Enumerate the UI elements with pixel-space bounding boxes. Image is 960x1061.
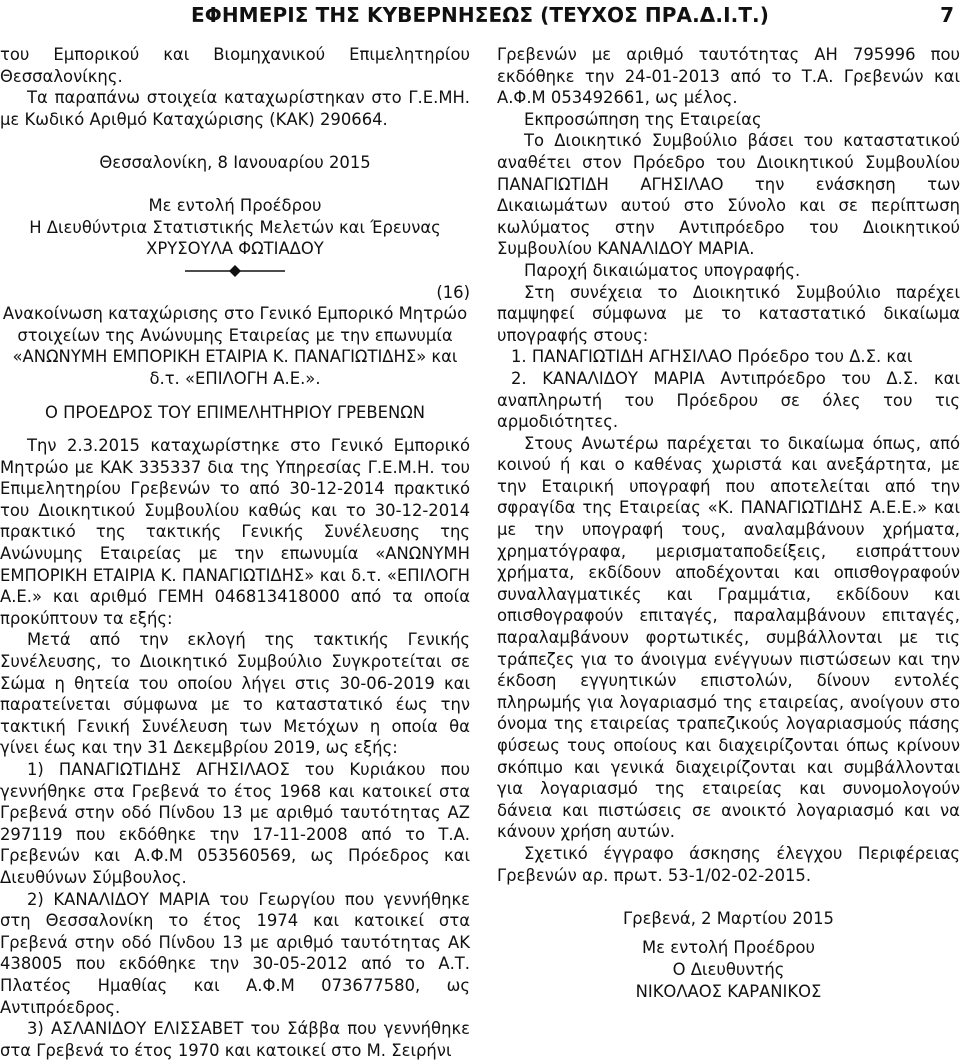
- left-paragraph-3: Την 2.3.2015 καταχωρίστηκε στο Γενικό Εμπορικό Μητρώο με ΚΑΚ 335337 δια της Υπηρεσίας Γ.Ε.Μ.Η. του Επιμελητηρίου Γρεβενών το από 30-12-2014 πρακτικό του Διοικητικού Συμβουλίου καθώς και το 30-12-2014 πρακτικό της τακτικής Γενικής Συνέλευσης της Ανώνυμης Εταιρείας με την επωνυμία «ΑΝΩΝΥΜΗ ΕΜΠΟΡΙΚΗ ΕΤΑΙΡΙΑ Κ. ΠΑΝΑΓΙΩΤΙΔΗΣ» και δ.τ. «ΕΠΙΛΟΓΗ Α.Ε.» και αριθμό ΓΕΜΗ 046813418000 από τα οποία προκύπτουν τα εξής:: [0, 436, 470, 628]
- right-paragraph-1: Γρεβενών με αριθμό ταυτότητας ΑΗ 795996 που εκδόθηκε την 24-01-2013 από το Τ.Α. Γρεβενών και Α.Φ.Μ 053492661, ως μέλος.: [497, 45, 960, 108]
- signature-1-name: ΧΡΥΣΟΥΛΑ ΦΩΤΙΑΔΟΥ: [146, 239, 324, 259]
- page-header: [0, 0, 960, 36]
- right-paragraph-3: Το Διοικητικό Συμβούλιο βάσει του καταστατικού αναθέτει στον Πρόεδρο του Διοικητικού Συμβουλίου ΠΑΝΑΓΙΩΤΙΔΗ ΑΓΗΣΙΛΑΟ την ενάσκηση των Δικαιωμάτων αυτού στο Σύνολο και σε περίπτωση κωλύματος στην Αντιπρόεδρο του Διοικητικού Συμβουλίου ΚΑΝΑΛΙΔΟΥ ΜΑΡΙΑ.: [497, 131, 960, 259]
- right-column: [497, 44, 960, 1002]
- announcement-title: Ανακοίνωση καταχώρισης στο Γενικό Εμπορικό Μητρώο στοιχείων της Ανώνυμης Εταιρείας με την επωνυμία «ΑΝΩΝΥΜΗ ΕΜΠΟΡΙΚΗ ΕΤΑΙΡΙΑ Κ. ΠΑΝΑΓΙΩΤΙΔΗΣ» και δ.τ. «ΕΠΙΛΟΓΗ Α.Ε.».: [2, 304, 468, 388]
- signature-2-place-date: Γρεβενά, 2 Μαρτίου 2015: [623, 908, 834, 928]
- signature-1-role: Η Διευθύντρια Στατιστικής Μελετών και Έρευνας: [29, 217, 441, 237]
- signature-2-order: Με εντολή Προέδρου: [642, 938, 815, 958]
- left-paragraph-5: 1) ΠΑΝΑΓΙΩΤΙΔΗΣ ΑΓΗΣΙΛΑΟΣ του Κυριάκου που γεννήθηκε στα Γρεβενά το έτος 1968 και κατοικεί στα Γρεβενά στην οδό Πίνδου 13 με αριθμό ταυτότητας ΑΖ 297119 που εκδόθηκε την 17-11-2008 από το Τ.Α. Γρεβενών και Α.Φ.Μ 053560569, ως Πρόεδρος και Διευθύνων Σύμβουλος.: [0, 760, 470, 887]
- diamond-rule-icon: [0, 260, 470, 282]
- left-column: [0, 44, 470, 1061]
- signature-2-name: ΝΙΚΟΛΑΟΣ ΚΑΡΑΝΙΚΟΣ: [635, 981, 822, 1001]
- right-paragraph-8: Στους Ανωτέρω παρέχεται το δικαίωμα όπως, από κοινού ή και ο καθένας χωριστά και ανεξάρτητα, με την Εταιρική υπογραφή που αποτελείται από την σφραγίδα της Εταιρείας «Κ. ΠΑΝΑΓΙΩΤΙΔΗΣ Α.Ε.Ε.» και με την υπογραφή τους, αναλαμβάνουν χρήματα, χρηματόγραφα, μερισματαποδείξεις, εισπράττουν χρήματα, εκδίδουν αποδέχονται και οπισθογραφούν συναλλαγματικές και Γραμμάτια, εκδίδουν και οπισθογραφούν επιταγές, παραλαμβάνουν επιταγές, παραλαμβάνουν φορτωτικές, συμβάλλονται με τις τράπεζες για το άνοιγμα ενέγγυων πιστώσεων και την έκδοση εγγυητικών επιστολών, δίνουν εντολές πληρωμής για λογαριασμό της εταιρείας, ανοίγουν στο όνομα της εταιρείας τραπεζικούς λογαριασμούς πάσης φύσεως τους οποίους και διαχειρίζονται όπως κρίνουν σκόπιμο και γενικά διαχειρίζονται και συμβάλλονται για λογαριασμό της εταιρείας και συνομολογούν δάνεια και πιστώσεις σε ανοικτό λογαριασμό και να κάνουν χρήση αυτών.: [497, 433, 960, 842]
- item-number: (16): [436, 282, 470, 302]
- representation-heading: Εκπροσώπηση της Εταιρείας: [524, 109, 762, 129]
- signature-2-role: Ο Διευθυντής: [672, 959, 785, 979]
- left-paragraph-6: 2) ΚΑΝΑΛΙΔΟΥ ΜΑΡΙΑ του Γεωργίου που γεννήθηκε στη Θεσσαλονίκη το έτος 1974 και κατοικεί στα Γρεβενά στην οδό Πίνδου 13 με αριθμό ταυτότητας ΑΚ 438005 που εκδόθηκε την 30-05-2012 από το Α.Τ. Πλατέος Ημαθίας και Α.Φ.Μ 073677580, ως Αντιπρόεδρος.: [0, 889, 470, 1017]
- gazette-header-title: ΕΦΗΜΕΡΙΣ ΤΗΣ ΚΥΒΕΡΝΗΣΕΩΣ (ΤΕΥΧΟΣ ΠΡΑ.Δ.Ι.Τ.): [190, 3, 769, 27]
- signature-right-heading: Παροχή δικαιώματος υπογραφής.: [524, 260, 801, 280]
- left-paragraph-2: Τα παραπάνω στοιχεία καταχωρίστηκαν στο Γ.Ε.ΜΗ. με Κωδικό Αριθμό Καταχώρισης (ΚΑΚ) 290664.: [0, 88, 470, 129]
- left-paragraph-7: 3) ΑΣΛΑΝΙΔΟΥ ΕΛΙΣΣΑΒΕΤ του Σάββα που γεννήθηκε στα Γρεβενά το έτος 1970 και κατοικεί στο Μ. Σειρήνι: [0, 1019, 470, 1060]
- right-paragraph-9: Σχετικό έγγραφο άσκησης έλεγχου Περιφέρειας Γρεβενών αρ. πρωτ. 53-1/02-02-2015.: [497, 843, 960, 885]
- left-paragraph-1: του Εμπορικού και Βιομηχανικού Επιμελητηρίου Θεσσαλονίκης.: [0, 45, 470, 86]
- page-number: 7: [940, 3, 954, 27]
- signature-1-order: Με εντολή Προέδρου: [148, 196, 322, 216]
- right-paragraph-5: Στη συνέχεια το Διοικητικό Συμβούλιο παρέχει παμψηφεί σύμφωνα με το καταστατικό δικαίωμα υπογραφής στους:: [497, 282, 960, 345]
- signatory-2: 2. ΚΑΝΑΛΙΔΟΥ ΜΑΡΙΑ Αντιπρόεδρο του Δ.Σ. και αναπληρωτή του Πρόεδρου σε όλες του τις αρμοδιότητες.: [497, 368, 960, 432]
- chamber-president-heading: Ο ΠΡΟΕΔΡΟΣ ΤΟΥ ΕΠΙΜΕΛΗΤΗΡΙΟΥ ΓΡΕΒΕΝΩΝ: [44, 402, 426, 422]
- signatory-1: 1. ΠΑΝΑΓΙΩΤΙΔΗ ΑΓΗΣΙΛΑΟ Πρόεδρο του Δ.Σ. και: [511, 347, 913, 367]
- left-paragraph-4: Μετά από την εκλογή της τακτικής Γενικής Συνέλευσης, το Διοικητικό Συμβούλιο Συγκροτείται σε Σώμα η θητεία του οποίου λήγει στις 30-06-2019 και παρατείνεται σύμφωνα με το καταστατικό έως την τακτική Γενική Συνέλευση των Μετόχων η οποία θα γίνει έως και την 31 Δεκεμβρίου 2019, ως εξής:: [0, 630, 470, 758]
- signature-1-place-date: Θεσσαλονίκη, 8 Ιανουαρίου 2015: [99, 152, 371, 172]
